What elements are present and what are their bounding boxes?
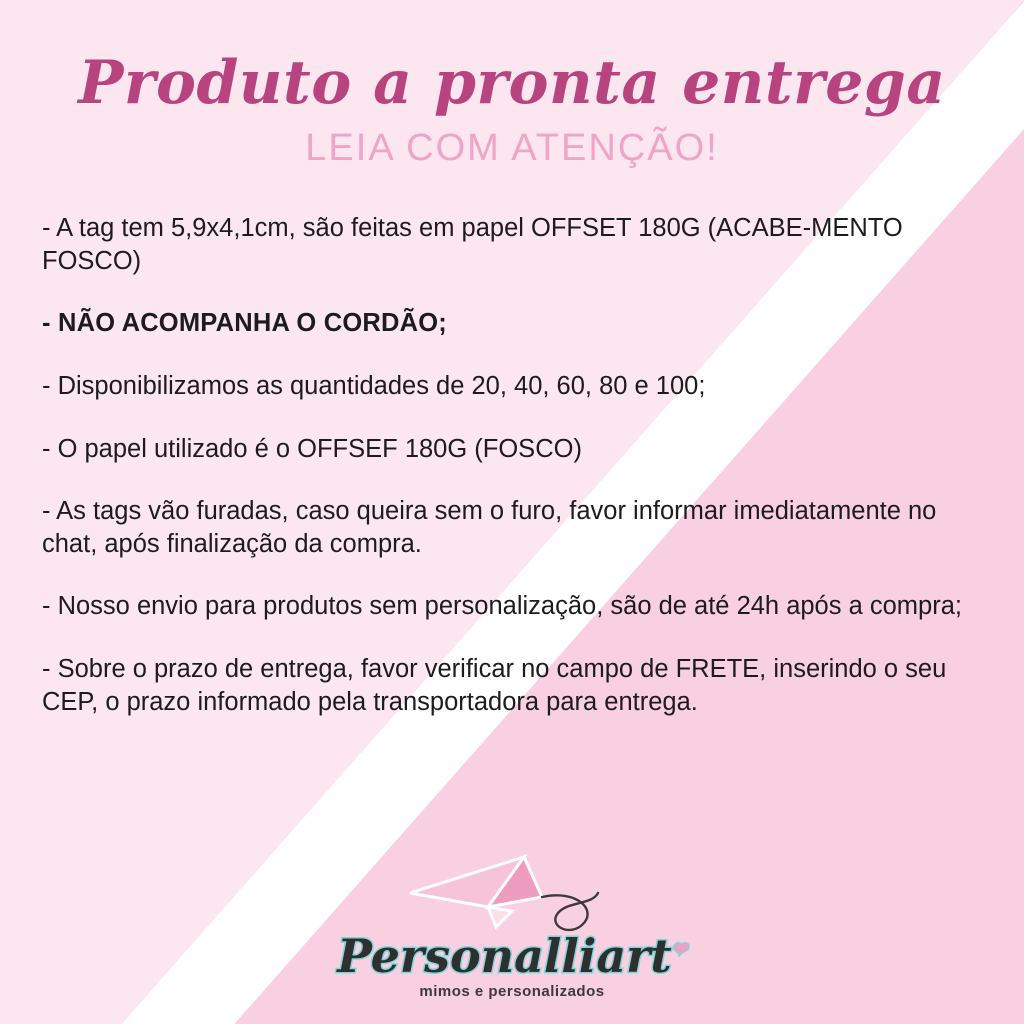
info-item: - A tag tem 5,9x4,1cm, são feitas em papel OFFSET 180G (ACABE-MENTO FOSCO) xyxy=(42,214,903,275)
info-list xyxy=(0,170,1024,718)
paper-plane-icon xyxy=(392,849,632,939)
info-item-highlight: - NÃO ACOMPANHA O CORDÃO; xyxy=(42,309,447,338)
page-subtitle: LEIA COM ATENÇÃO! xyxy=(305,127,719,169)
info-item: - Disponibilizamos as quantidades de 20, 40, 60, 80 e 100; xyxy=(42,371,706,400)
info-item: - As tags vão furadas, caso queira sem o furo, favor informar imediatamente no chat, após finalização da compra. xyxy=(42,497,937,558)
info-item: - Sobre o prazo de entrega, favor verificar no campo de FRETE, inserindo o seu CEP, o prazo informado pela transportadora para entrega. xyxy=(42,655,947,716)
brand-name xyxy=(337,929,687,983)
brand-name-text: Personalliart xyxy=(337,929,672,983)
info-item: - O papel utilizado é o OFFSEF 180G (FOSCO) xyxy=(42,434,582,463)
heart-icon: ❤ xyxy=(671,939,687,961)
brand-logo xyxy=(0,849,1024,1000)
info-item: - Nosso envio para produtos sem personalização, são de até 24h após a compra; xyxy=(42,592,962,621)
page-title: Produto a pronta entrega xyxy=(78,48,946,118)
header xyxy=(0,0,1024,170)
brand-tagline: mimos e personalizados xyxy=(419,983,605,1000)
